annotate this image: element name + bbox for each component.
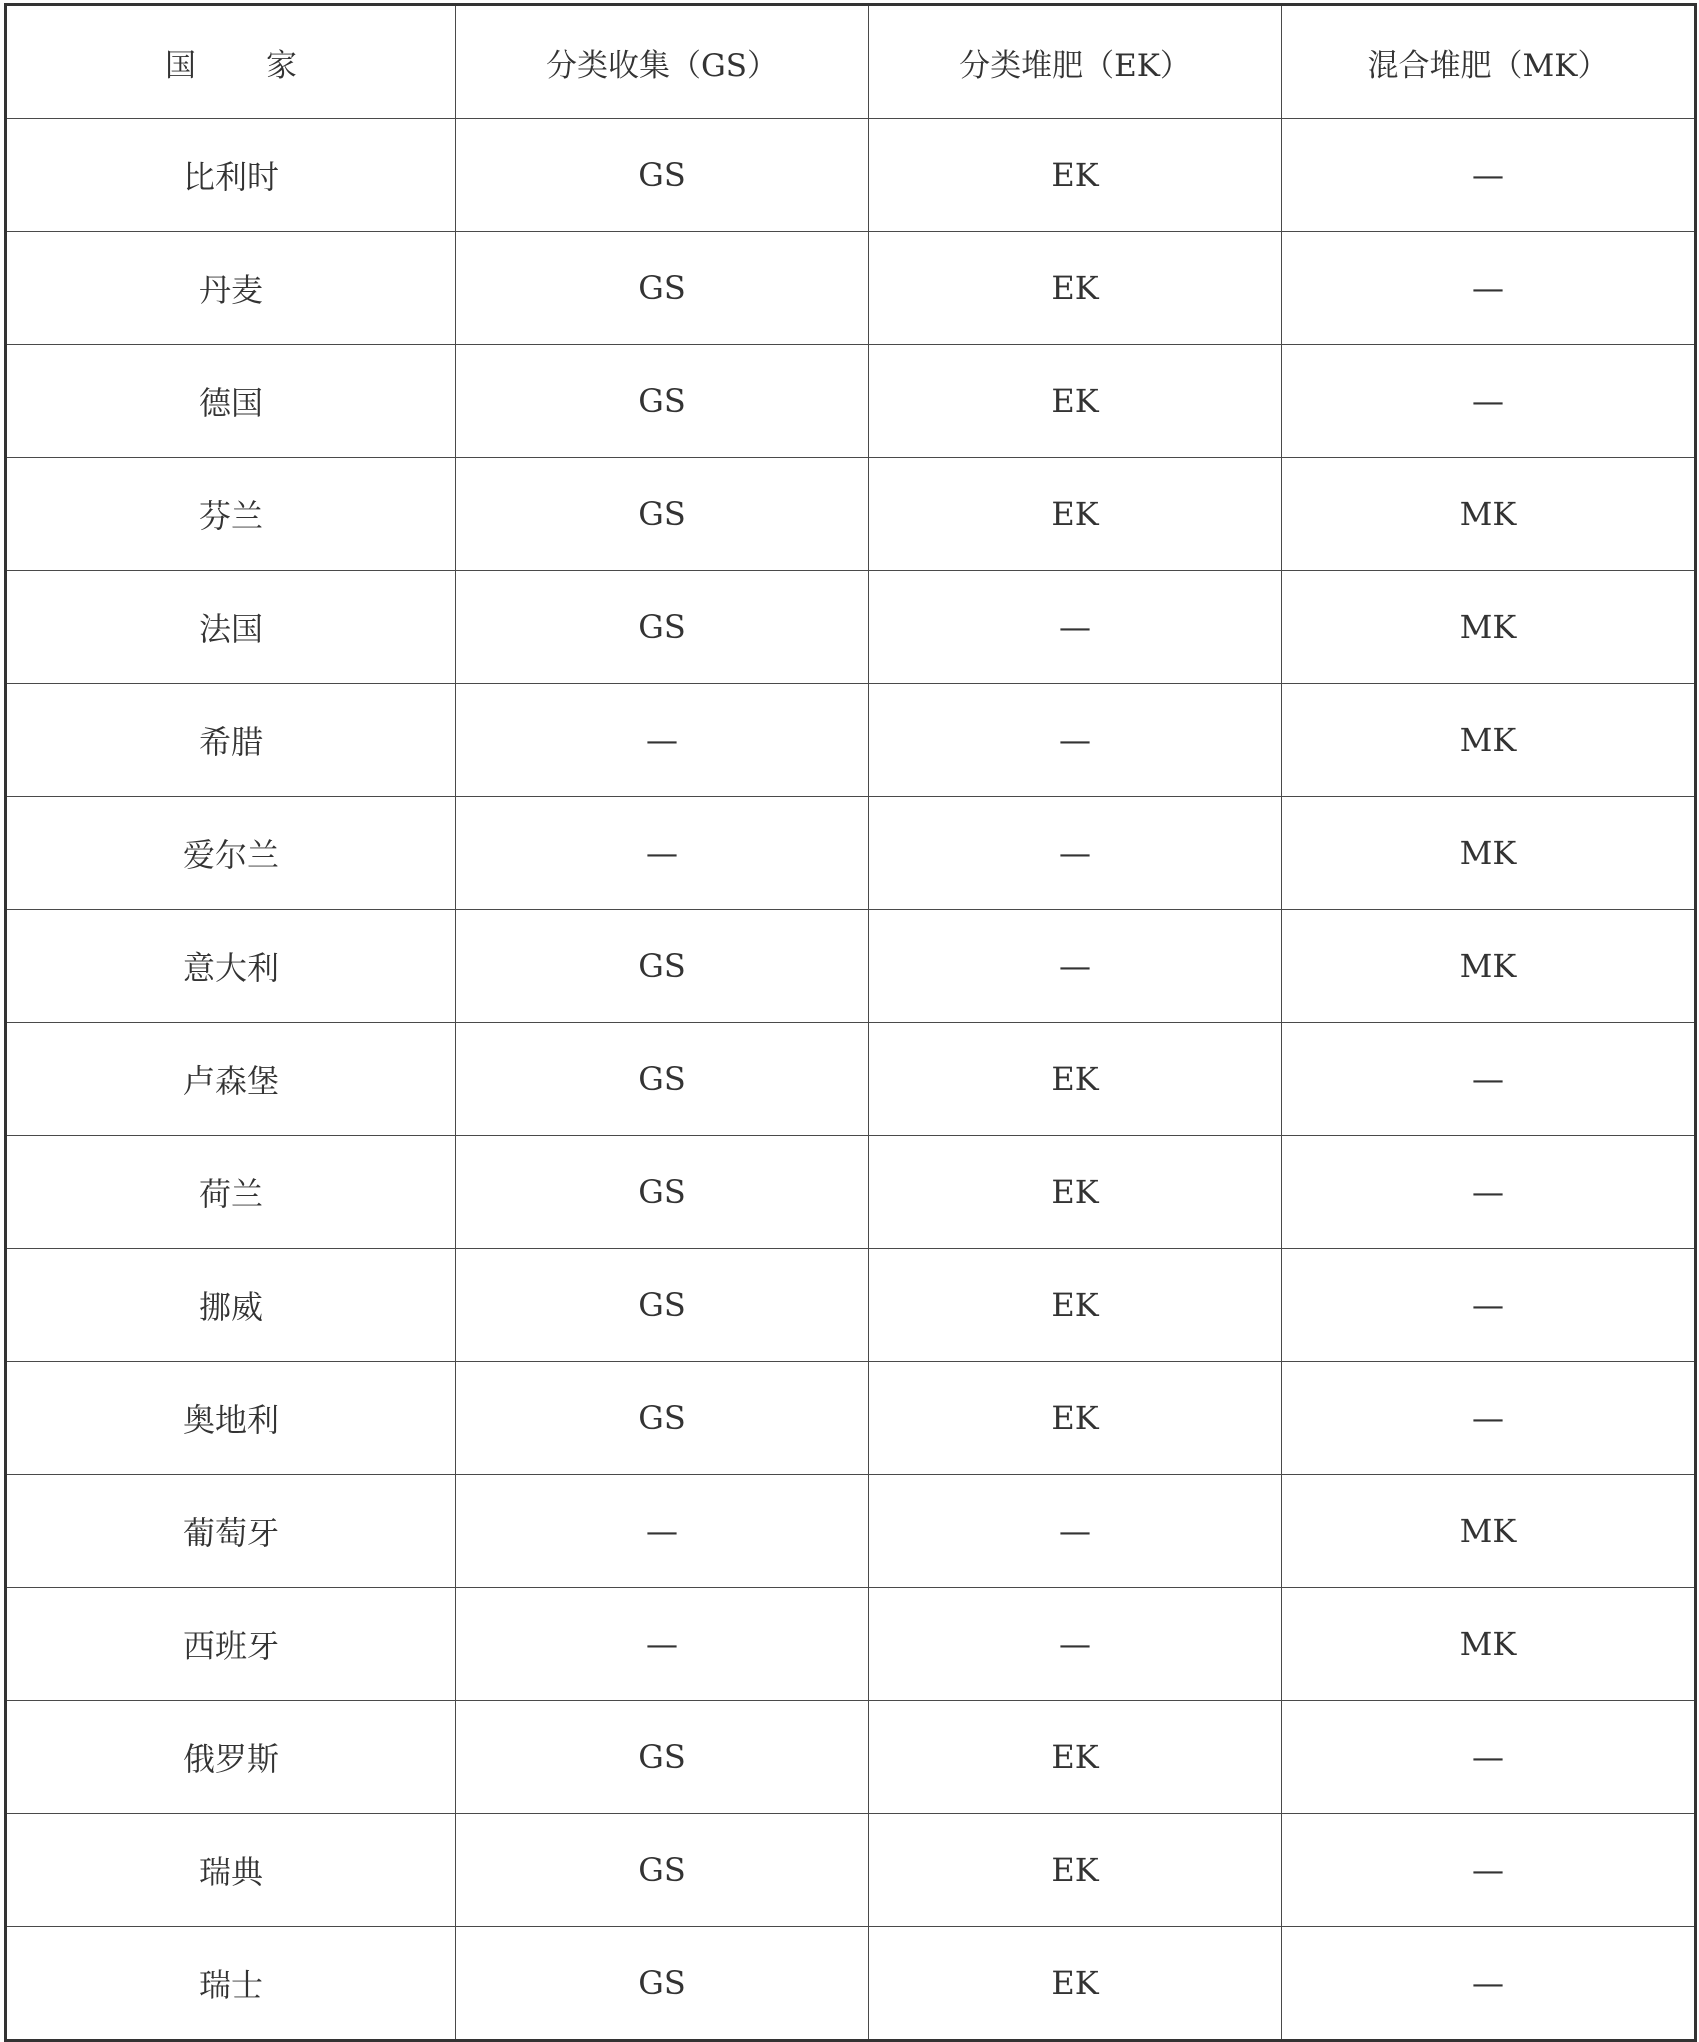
cell-mixed-composting: MK xyxy=(1282,1588,1696,1701)
cell-separate-collection: — xyxy=(456,797,869,910)
cell-country: 卢森堡 xyxy=(6,1023,456,1136)
cell-separate-collection: GS xyxy=(456,1701,869,1814)
table-header-row xyxy=(6,5,1696,119)
table-row xyxy=(6,797,1696,910)
cell-mixed-composting: — xyxy=(1282,1814,1696,1927)
cell-separate-collection: GS xyxy=(456,1249,869,1362)
cell-country: 意大利 xyxy=(6,910,456,1023)
cell-country: 法国 xyxy=(6,571,456,684)
cell-mixed-composting: MK xyxy=(1282,458,1696,571)
cell-separate-composting: — xyxy=(869,684,1282,797)
table-row xyxy=(6,1362,1696,1475)
cell-separate-collection: GS xyxy=(456,232,869,345)
composting-table xyxy=(4,3,1697,2042)
cell-separate-composting: EK xyxy=(869,1023,1282,1136)
table-row xyxy=(6,1023,1696,1136)
cell-separate-composting: — xyxy=(869,1588,1282,1701)
table-row xyxy=(6,1475,1696,1588)
header-separate-composting: 分类堆肥（EK） xyxy=(869,5,1282,119)
header-country xyxy=(6,5,456,119)
table-row xyxy=(6,684,1696,797)
cell-separate-composting: EK xyxy=(869,458,1282,571)
header-country-char-2: 家 xyxy=(266,47,297,84)
cell-separate-collection: — xyxy=(456,684,869,797)
cell-separate-composting: EK xyxy=(869,1814,1282,1927)
cell-country: 丹麦 xyxy=(6,232,456,345)
table-row xyxy=(6,345,1696,458)
cell-country: 芬兰 xyxy=(6,458,456,571)
table-row xyxy=(6,1927,1696,2041)
cell-mixed-composting: — xyxy=(1282,1249,1696,1362)
cell-mixed-composting: — xyxy=(1282,345,1696,458)
header-country-char-1: 国 xyxy=(165,47,196,84)
cell-separate-composting: — xyxy=(869,797,1282,910)
cell-country: 俄罗斯 xyxy=(6,1701,456,1814)
cell-separate-collection: GS xyxy=(456,1136,869,1249)
cell-mixed-composting: — xyxy=(1282,119,1696,232)
cell-country: 比利时 xyxy=(6,119,456,232)
cell-separate-composting: — xyxy=(869,1475,1282,1588)
cell-country: 瑞典 xyxy=(6,1814,456,1927)
cell-separate-collection: GS xyxy=(456,1927,869,2041)
table-row xyxy=(6,910,1696,1023)
cell-country: 西班牙 xyxy=(6,1588,456,1701)
cell-separate-collection: GS xyxy=(456,1814,869,1927)
header-mixed-composting: 混合堆肥（MK） xyxy=(1282,5,1696,119)
cell-separate-composting: — xyxy=(869,571,1282,684)
cell-mixed-composting: — xyxy=(1282,1927,1696,2041)
table-row xyxy=(6,571,1696,684)
cell-country: 希腊 xyxy=(6,684,456,797)
cell-separate-collection: GS xyxy=(456,910,869,1023)
cell-mixed-composting: — xyxy=(1282,1362,1696,1475)
cell-separate-composting: EK xyxy=(869,1136,1282,1249)
cell-country: 瑞士 xyxy=(6,1927,456,2041)
table-row xyxy=(6,119,1696,232)
cell-separate-composting: — xyxy=(869,910,1282,1023)
cell-separate-composting: EK xyxy=(869,119,1282,232)
table-row xyxy=(6,1814,1696,1927)
cell-separate-composting: EK xyxy=(869,1927,1282,2041)
cell-separate-collection: — xyxy=(456,1588,869,1701)
cell-mixed-composting: — xyxy=(1282,1023,1696,1136)
table-row xyxy=(6,1701,1696,1814)
cell-country: 葡萄牙 xyxy=(6,1475,456,1588)
composting-table-container xyxy=(4,3,1694,2031)
cell-country: 奥地利 xyxy=(6,1362,456,1475)
cell-mixed-composting: MK xyxy=(1282,1475,1696,1588)
header-separate-collection: 分类收集（GS） xyxy=(456,5,869,119)
cell-separate-composting: EK xyxy=(869,232,1282,345)
cell-country: 荷兰 xyxy=(6,1136,456,1249)
table-row xyxy=(6,232,1696,345)
cell-separate-composting: EK xyxy=(869,345,1282,458)
cell-country: 爱尔兰 xyxy=(6,797,456,910)
cell-separate-composting: EK xyxy=(869,1362,1282,1475)
cell-country: 德国 xyxy=(6,345,456,458)
cell-country: 挪威 xyxy=(6,1249,456,1362)
cell-mixed-composting: MK xyxy=(1282,684,1696,797)
table-row xyxy=(6,1136,1696,1249)
cell-separate-collection: GS xyxy=(456,1362,869,1475)
table-body xyxy=(6,119,1696,2041)
cell-mixed-composting: MK xyxy=(1282,571,1696,684)
cell-separate-composting: EK xyxy=(869,1249,1282,1362)
cell-mixed-composting: MK xyxy=(1282,797,1696,910)
cell-separate-collection: GS xyxy=(456,345,869,458)
cell-separate-collection: GS xyxy=(456,571,869,684)
cell-separate-composting: EK xyxy=(869,1701,1282,1814)
cell-mixed-composting: — xyxy=(1282,1136,1696,1249)
cell-mixed-composting: MK xyxy=(1282,910,1696,1023)
cell-separate-collection: GS xyxy=(456,1023,869,1136)
table-row xyxy=(6,1249,1696,1362)
table-row xyxy=(6,458,1696,571)
cell-mixed-composting: — xyxy=(1282,1701,1696,1814)
table-row xyxy=(6,1588,1696,1701)
cell-mixed-composting: — xyxy=(1282,232,1696,345)
cell-separate-collection: GS xyxy=(456,458,869,571)
cell-separate-collection: GS xyxy=(456,119,869,232)
cell-separate-collection: — xyxy=(456,1475,869,1588)
